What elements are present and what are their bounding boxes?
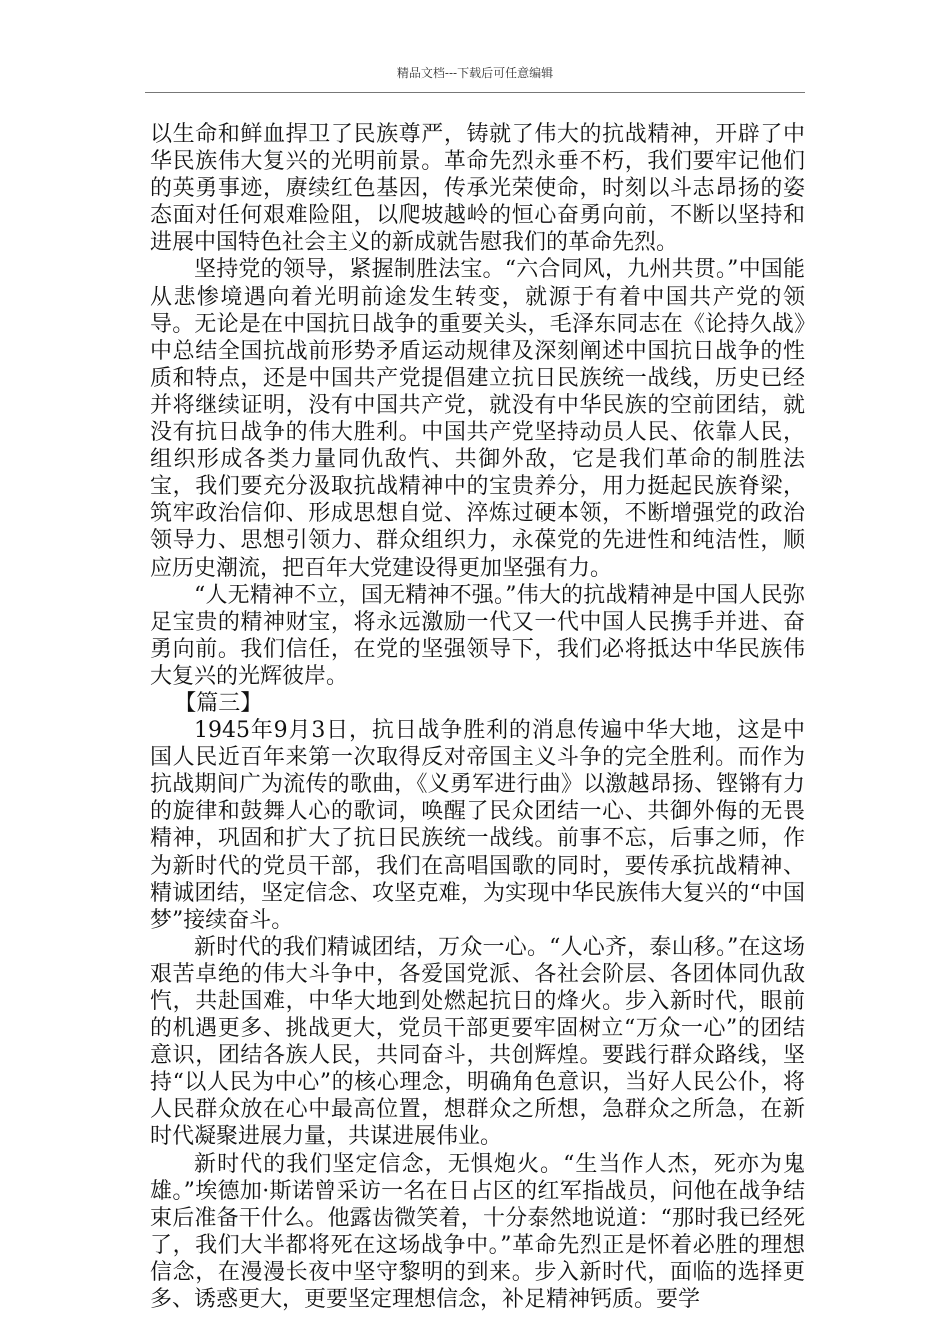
document-body — [150, 121, 805, 1313]
paragraph: 坚持党的领导，紧握制胜法宝。“六合同风，九州共贯。”中国能从悲惨境遇向着光明前途发生转变，就源于有着中国共产党的领导。无论是在中国抗日战争的重要关头，毛泽东同志在《论持久战》中总结全国抗战前形势矛盾运动规律及深刻阐述中国抗日战争的性质和特点，还是中国共产党提倡建立抗日民族统一战线，历史已经并将继续证明，没有中国共产党，就没有中华民族的空前团结，就没有抗日战争的伟大胜利。中国共产党坚持动员人民、依靠人民，组织形成各类力量同仇敌忾、共御外敌，它是我们革命的制胜法宝，我们要充分汲取抗战精神中的宝贵养分，用力挺起民族脊梁，筑牢政治信仰、形成思想自觉、淬炼过硬本领，不断增强党的政治领导力、思想引领力、群众组织力，永葆党的先进性和纯洁性，顺应历史潮流，把百年大党建设得更加坚强有力。 — [150, 257, 805, 581]
page-header: 精品文档---下载后可任意编辑 — [396, 66, 554, 80]
paragraph: 1945年9月3日，抗日战争胜利的消息传遍中华大地，这是中国人民近百年来第一次取得反对帝国主义斗争的完全胜利。而作为抗战期间广为流传的歌曲，《义勇军进行曲》以激越昂扬、铿锵有力的旋律和鼓舞人心的歌词，唤醒了民众团结一心、共御外侮的无畏精神，巩固和扩大了抗日民族统一战线。前事不忘，后事之师，作为新时代的党员干部，我们在高唱国歌的同时，要传承抗战精神、精诚团结，坚定信念、攻坚克难，为实现中华民族伟大复兴的“中国梦”接续奋斗。 — [150, 718, 805, 933]
paragraph: “人无精神不立，国无精神不强。”伟大的抗战精神是中国人民弥足宝贵的精神财宝，将永远激励一代又一代中国人民携手并进、奋勇向前。我们信任，在党的坚强领导下，我们必将抵达中华民族伟大复兴的光辉彼岸。 — [150, 582, 805, 689]
paragraph: 新时代的我们精诚团结，万众一心。“人心齐，泰山移。”在这场艰苦卓绝的伟大斗争中，各爱国党派、各社会阶层、各团体同仇敌忾，共赴国难，中华大地到处燃起抗日的烽火。步入新时代，眼前的机遇更多、挑战更大，党员干部更要牢固树立“万众一心”的团结意识，团结各族人民，共同奋斗，共创辉煌。要践行群众路线，坚持“以人民为中心”的核心理念，明确角色意识，当好人民公仆，将人民群众放在心中最高位置，想群众之所想，急群众之所急，在新时代凝聚进展力量，共谋进展伟业。 — [150, 934, 805, 1150]
paragraph-continued: 以生命和鲜血捍卫了民族尊严，铸就了伟大的抗战精神，开辟了中华民族伟大复兴的光明前景。革命先烈永垂不朽，我们要牢记他们的英勇事迹，赓续红色基因，传承光荣使命，时刻以斗志昂扬的姿态面对任何艰难险阻，以爬坡越岭的恒心奋勇向前，不断以坚持和进展中国特色社会主义的新成就告慰我们的革命先烈。 — [150, 122, 805, 256]
header-divider — [145, 92, 805, 93]
section-heading: 【篇三】 — [174, 690, 263, 716]
paragraph: 新时代的我们坚定信念，无惧炮火。“生当作人杰，死亦为鬼雄。”埃德加·斯诺曾采访一名在日占区的红军指战员，问他在战争结束后准备干什么。他露齿微笑着，十分泰然地说道：“那时我已经死了，我们大半都将死在这场战争中。”革命先烈正是怀着必胜的理想信念，在漫漫长夜中坚守黎明的到来。步入新时代，面临的选择更多、诱惑更大，更要坚定理想信念，补足精神钙质。要学 — [150, 1151, 805, 1313]
